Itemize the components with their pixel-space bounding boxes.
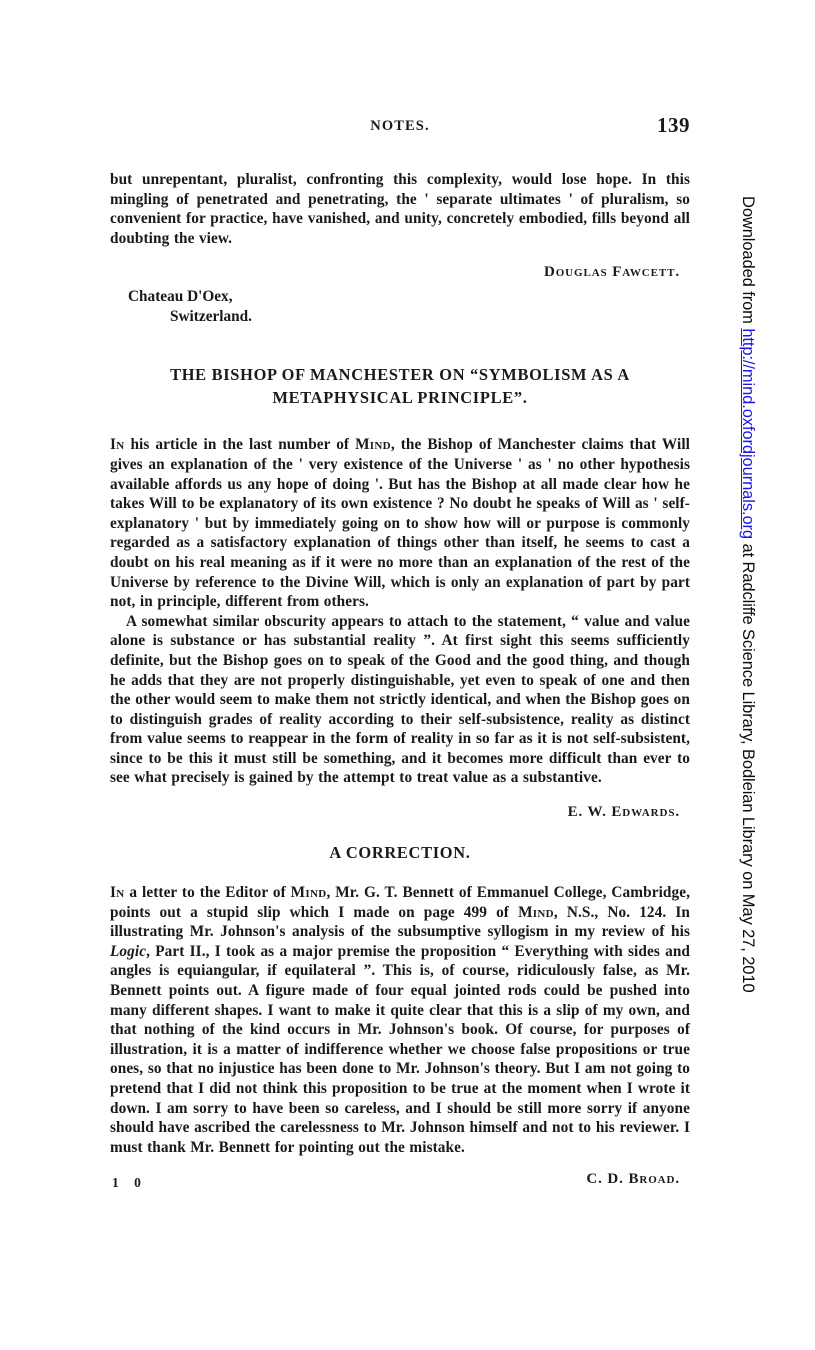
correction-seg-4: , Part II., I took as a major premise the proposition “ Everything with sides and angles is equiangular, if equilateral ”. This is, of course, ridiculously false, as Mr. Bennett points out. A figure made of four equal jointed rods could be pushed into many different shapes. I want to make it quite clear that this is a slip of my own, and that nothing of the kind occurs in Mr. Johnson's book. Of course, for purposes of illustration, it is a matter of indifference whether we choose false propositions or true ones, so that no injustice has been done to Mr. Johnson's theory. But I am not going to pretend that I did not think this proposition to be true at the moment when I wrote it down. I am sorry to have been so careless, and I should be still more sorry if anyone should have ascribed the carelessness to Mr. Johnson himself and not to his reviewer. I must thank Mr. Bennett for pointing out the mistake. <box>110 942 690 1156</box>
correction-seg-2: , Mr. G. T. Bennett of Emmanuel College, Cambridge, points out a stupid slip which I made on page 499 of <box>110 884 690 921</box>
lead-smallcaps-in: In <box>110 436 125 454</box>
watermark-prefix: Downloaded from <box>739 196 757 329</box>
correction-seg-1: a letter to the Editor of <box>124 884 291 902</box>
running-head <box>110 113 690 148</box>
printers-signature-mark: 1 0 <box>112 1175 147 1191</box>
watermark-suffix: at Radcliffe Science Library, Bodleian Library on May 27, 2010 <box>739 539 757 993</box>
journal-name-mind: Mind <box>355 436 391 454</box>
paragraph-bishop-2: A somewhat similar obscurity appears to attach to the statement, “ value and value alone is substance or has substantial reality ”. At first sight this seems sufficiently definite, but the Bishop goes on to speak of the Good and the good thing, and though he adds that they are not properly distinguishable, yet even to speak of one and then the other would seem to make them not strictly identical, and when the Bishop goes on to distinguish grades of reality according to their self-subsistence, reality as distinct from value seems to reappear in the form of reality in so far as it is not self-subsistent, since to be this it must still be something, and it becomes more difficult than ever to see what precisely is gained by the attempt to treat value as a substantive. <box>110 612 690 787</box>
download-watermark <box>740 196 757 1256</box>
lead-smallcaps-in-correction: In <box>110 884 125 902</box>
running-head-title: NOTES. <box>370 118 430 134</box>
address-line-1: Chateau D'Oex, <box>128 288 233 306</box>
article-title-bishop-of-manchester <box>110 363 690 409</box>
signature-ew-edwards: E. W. Edwards. <box>567 804 680 821</box>
page-footer-row <box>110 1171 690 1197</box>
bishop-1-seg-2: , the Bishop of Manchester claims that Will gives an explanation of the ' very existence of the Universe ' as ' no other hypothesis available affords us any hope of doing '. But has the Bishop at all made clear how he takes Will to be explanatory of its own existence ? No doubt he speaks of Will as ' self-explanatory ' but by immediately going on to show how will or purpose is commonly regarded as a satisfactory explanation of things other than itself, he seems to cast a doubt on his real meaning as if it were no more than an explanation of the rest of the Universe by reference to the Divine Will, which is only an explanation of part by part not, in principle, different from others. <box>110 436 690 611</box>
paragraph-bishop-1 <box>110 435 690 611</box>
paragraph-correction-1 <box>110 883 690 1157</box>
paragraph-fawcett-continuation: but unrepentant, pluralist, confronting this complexity, would lose hope. In this mingling of penetrated and penetrating, the ' separate ultimates ' of pluralism, so convenient for practice, have vanished, and unity, concretely embodied, fills beyond all doubting the view. <box>110 171 690 247</box>
watermark-source-link[interactable]: http://mind.oxfordjournals.org <box>739 328 757 540</box>
signature-douglas-fawcett: Douglas Fawcett. <box>543 264 680 281</box>
signature-cd-broad: C. D. Broad. <box>586 1171 680 1188</box>
correction-seg-3: , N.S., No. 124. In illustrating Mr. Johnson's analysis of the subsumptive syllogism in my review of his <box>110 903 690 941</box>
journal-name-mind-2: Mind <box>518 903 554 921</box>
book-title-logic: Logic <box>110 942 147 960</box>
article-title-line-2: METAPHYSICAL PRINCIPLE”. <box>272 388 528 408</box>
section-title-a-correction: A CORRECTION. <box>329 843 471 863</box>
page-number: 139 <box>657 113 690 137</box>
bishop-1-seg-1: his article in the last number of <box>124 436 356 454</box>
page-text-block <box>110 113 690 1197</box>
address-block <box>110 287 690 327</box>
article-title-line-1: THE BISHOP OF MANCHESTER ON “SYMBOLISM AS A <box>170 365 630 385</box>
journal-name-mind-1: Mind <box>290 884 327 902</box>
address-line-2: Switzerland. <box>170 308 253 326</box>
